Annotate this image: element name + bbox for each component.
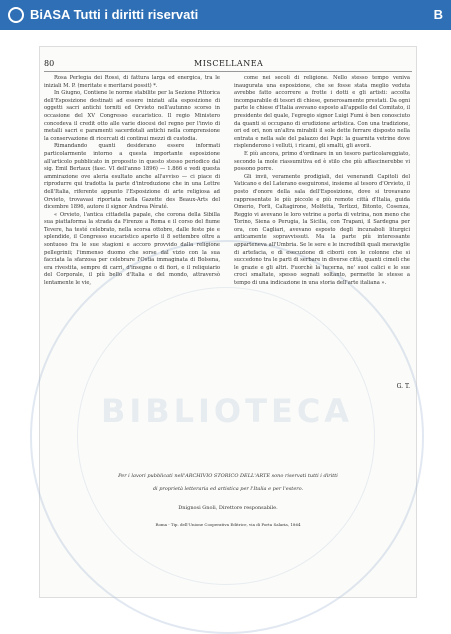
banner-text: BiASA Tutti i diritti riservati (30, 7, 199, 22)
banner-right-text: B (433, 7, 443, 22)
paragraph: Rimandando quanti desiderano essere informati particolarmente intorno a questa importante esposizione all'articolo pubblicato in proposito in questo stesso periodico dal sig. Emil Bertaux (fasc. VI dell'anno 1896) — 1.866 e vedi questa ammirazione ove aleria esultato anche all'avviso — ci piace di riprodurre qui tradotta la parte d'introduzione che in una Lettre dell'Italia, riferente appunto l'Esposizione di arte religiosa ad Orvieto, trovavasi riportata nella Gazette des Beaux-Arts del dicembre 1896, autore il signor Andrea Pératé. (44, 143, 220, 211)
footer-printer-line: Roma - Tip. dell'Unione Cooperativa Editrice, via di Porta Salaria, 1864 (155, 522, 301, 527)
watermark-text: BIBLIOTECA (100, 392, 354, 430)
header-divider (44, 71, 412, 72)
paragraph: Gli invii, veramente prodigiali, dei venerandi Capitoli del Vaticano e del Laterano eseguironsi, insieme al tesoro d'Orvieto, il posto d'onore della sala dell'Esposizione, dove si trovavano rappresentate le più piccole e più remote città d'Italia, guida Omerio, Forli, Caltagirone, Molfetta, Terlizzi, Bitonto, Cosenza, Reggio vi avevano le loro vetrine a porta di vetrina, non meno che Torino, Siena o Perugia, la Sicilia, con Trapani, il Sardegna per ora, con Cagliari, avevano esposto degli incunaboli liturgici anticamente sopravvissuti. Ma la parte più interessante apparteneva all'Umbria. Se le sere e le incredibili quali meraviglie di artefacia, e di esecuzione di ciborii con le colonne che si succedono tra le parti di serbare in diverse città, quanti cimeli che le grazie e gli altri. Fuorchè la lucerna, ne' suoi calici e le sue croci smaltate, spesso segnati soltanto, permette le stesse a tempo di una indicazione in una storia dell'arte italiana ». (234, 173, 410, 287)
paragraph: Rosa Perlegia dei Rossi, di fattura larga ed energica, tra le iniziali M. P. (meritate e meritarsi possit) *. (44, 75, 220, 89)
biasa-logo-icon (8, 7, 24, 23)
page-number: 80 (44, 59, 55, 68)
footer-rights-line: Per i lavori pubblicati nell'ARCHIVIO STORICO DELL'ARTE sono riservati tutti i diritti (118, 473, 338, 479)
running-title: MISCELLANEA (194, 59, 264, 68)
page-header (44, 59, 412, 71)
left-text-column (44, 75, 220, 288)
copyright-banner (0, 0, 451, 30)
footer-director-line: Dnignosi Gnoli, Direttore responsabile. (178, 505, 278, 511)
paragraph: In Giugno, Contiene le norme stabilite per la Sezione Pittorica dell'Esposizione destinati ad essere iniziati alla esposizione di oggetti sacri antichi torniti ed Orvieto nell'autunno scorso in occasione del XV Congresso eucaristico. Il regio Ministero concedeva il credit otto alle varie diocesi del regno per l'invio di metalli sacri e paramenti sacerdotali antichi nella comprensione la conservazione di ricercati di continui mezzi di custodia. (44, 90, 220, 142)
footer-rights-line-2: di proprietà letteraria ed artistica per l'Italia e per l'estero. (152, 486, 304, 492)
author-signature: G. T. (396, 383, 410, 390)
paragraph: E più ancora, primo d'ordinare in un tesoro particolareggiato, secondo la mole riassumitiva ed è stilo che più affascinerebbe vi possono porre. (234, 150, 410, 173)
paragraph: come nei secoli di religione. Nello stesso tempo veniva inaugurata una esposizione, che se fosse stata meglio veduta avrebbe fatto accorrere a frotte i dotti e gli artisti: accolta incomparabile di tesori di chiese, generosamente prestati. Da ogni parte le chiese d'Italia avevano esposto all'appello del Comitato, il presidente del quale, l'egregio signor Luigi Fumi è ben conosciuto da quanti si occupano di erudizione artistica. Con una tradizione, ori ed ori, non un'altra mirabili il sole dette ferrare disposto nella entrata e nella sale del palazzo dei Papi: la guarnita vetrine dove risplenderono i velluti, i ricami, gli smalti, gli avorii. (234, 75, 410, 150)
paragraph: « Orvieto, l'antica cittadella papale, che corona della Sibilla sua piattaforma la strada da Firenze a Roma e il corso del fiume Tevere, ha testé celebrato, nella scorsa ottobre, dalle feste pie e splendide, il Congresso eucaristico aperto il 8 settembre oltre a sontuoso fra le sue stagioni e accoro provvido dalla religione pellegrinii; l'immenso duomo che sorse dal vizio con la sua facciata la sfarzosa per celebrare l'Ostia immaginata di Bolsena, era rivestita, sempre di carri, d'insegne o di fiori, e il reliquiario del Corporale, il più bello d'Italia e del mondo, attraversò lentamente le vie, (44, 211, 220, 287)
right-text-column (234, 75, 410, 288)
